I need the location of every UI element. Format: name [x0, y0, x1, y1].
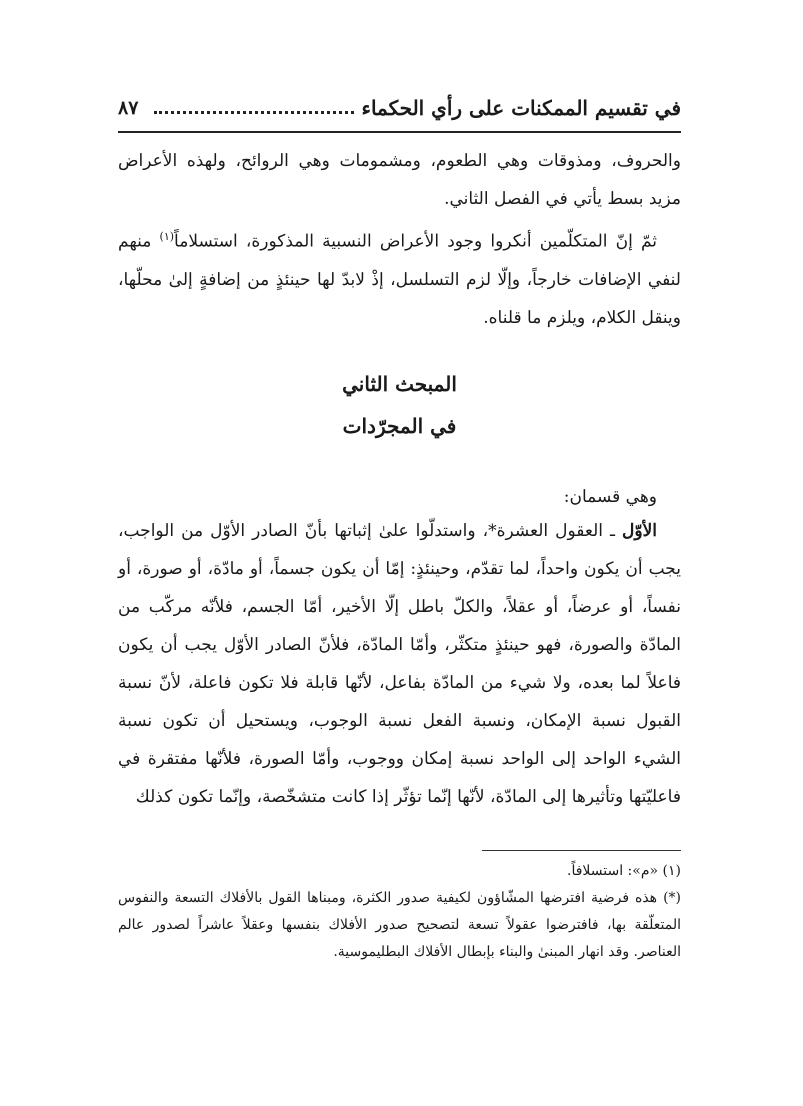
paragraph-3: [118, 512, 681, 842]
running-title: في تقسيم الممكنات على رأي الحكماء: [361, 96, 681, 120]
paragraph-2: [118, 218, 681, 354]
section-heading: المبحث الثاني: [342, 372, 457, 396]
paragraph-2-text-end: منهم لنفي الإضافات خارجاً، وإلّا لزم التسلسل، إذْ لابدّ لها حينئذٍ من إضافةٍ إلىٰ محلّها، وينقل الكلام، ويلزم ما قلناه.: [118, 231, 681, 328]
header-dot-leader: [154, 111, 353, 114]
footnotes: [118, 858, 681, 966]
footnote-ref-1: (١): [159, 230, 175, 243]
section-subheading: في المجرّدات: [342, 414, 457, 438]
page-header: [118, 86, 681, 130]
footnote-1-text: «م»: استسلافاً.: [567, 863, 659, 879]
page-number: ٨٧: [118, 97, 139, 119]
footnote-rule: [482, 850, 681, 851]
footnote-star-text: هذه فرضية افترضها المشّاؤون لكيفية صدور الكثرة، ومبناها القول بالأفلاك التسعة والنفوس المتعلّقة بها، فافترضوا عقولاً تسعة لتصحيح صدور الأفلاك بنفسها وعقلاً عاشراً لصدور عالم العناصر. وقد انهار المبنىٰ والبناء بإبطال الأفلاك البطليموسية.: [118, 890, 681, 960]
footnote-star-marker: (*): [663, 890, 682, 906]
paragraph-1: والحروف، ومذوقات وهي الطعوم، ومشمومات وهي الروائح، ولهذه الأعراض مزيد بسط يأتي في الفصل الثاني.: [118, 151, 681, 209]
paragraph-3-text: ـ العقول العشرة*، واستدلّوا علىٰ إثباتها بأنّ الصادر الأوّل من الواجب، يجب أن يكون واحداً، لما تقدّم، وحينئذٍ: إمّا أن يكون جسماً، أو مادّة، أو صورة، أو نفساً، أو عرضاً، أو عقلاً، والكلّ باطل إلّا الأخير، أمّا الجسم، فلأنّه مركّب من المادّة والصورة، فهو حينئذٍ متكثّر، وأمّا المادّة، فلأنّ الصادر الأوّل يجب أن يكون فاعلاً لما بعده، ولا شيء من المادّة بفاعل، لأنّها قابلة فلا تكون فاعلة، لأنّ نسبة القبول نسبة الإمكان، ونسبة الفعل نسبة الوجوب، ويستحيل أن تكون نسبة الشيء الواحد إلى الواحد نسبة إمكان ووجوب، وأمّا الصورة، فلأنّها مفتقرة في فاعليّتها وتأثيرها إلى المادّة، لأنّها إنّما تؤثّر إذا كانت متشخّصة، وإنّما تكون كذلك: [118, 521, 681, 807]
paragraph-2-text-start: ثمّ إنّ المتكلّمين أنكروا وجود الأعراض النسبية المذكورة، استسلاماً: [174, 231, 657, 252]
header-rule: [118, 131, 681, 133]
footnote-1-marker: (١): [662, 863, 681, 879]
footnote-1: [118, 858, 681, 885]
paragraph-3-lead: الأوّل: [622, 521, 657, 541]
footnote-star: [118, 885, 681, 966]
intro-line: وهي قسمان:: [563, 487, 657, 507]
